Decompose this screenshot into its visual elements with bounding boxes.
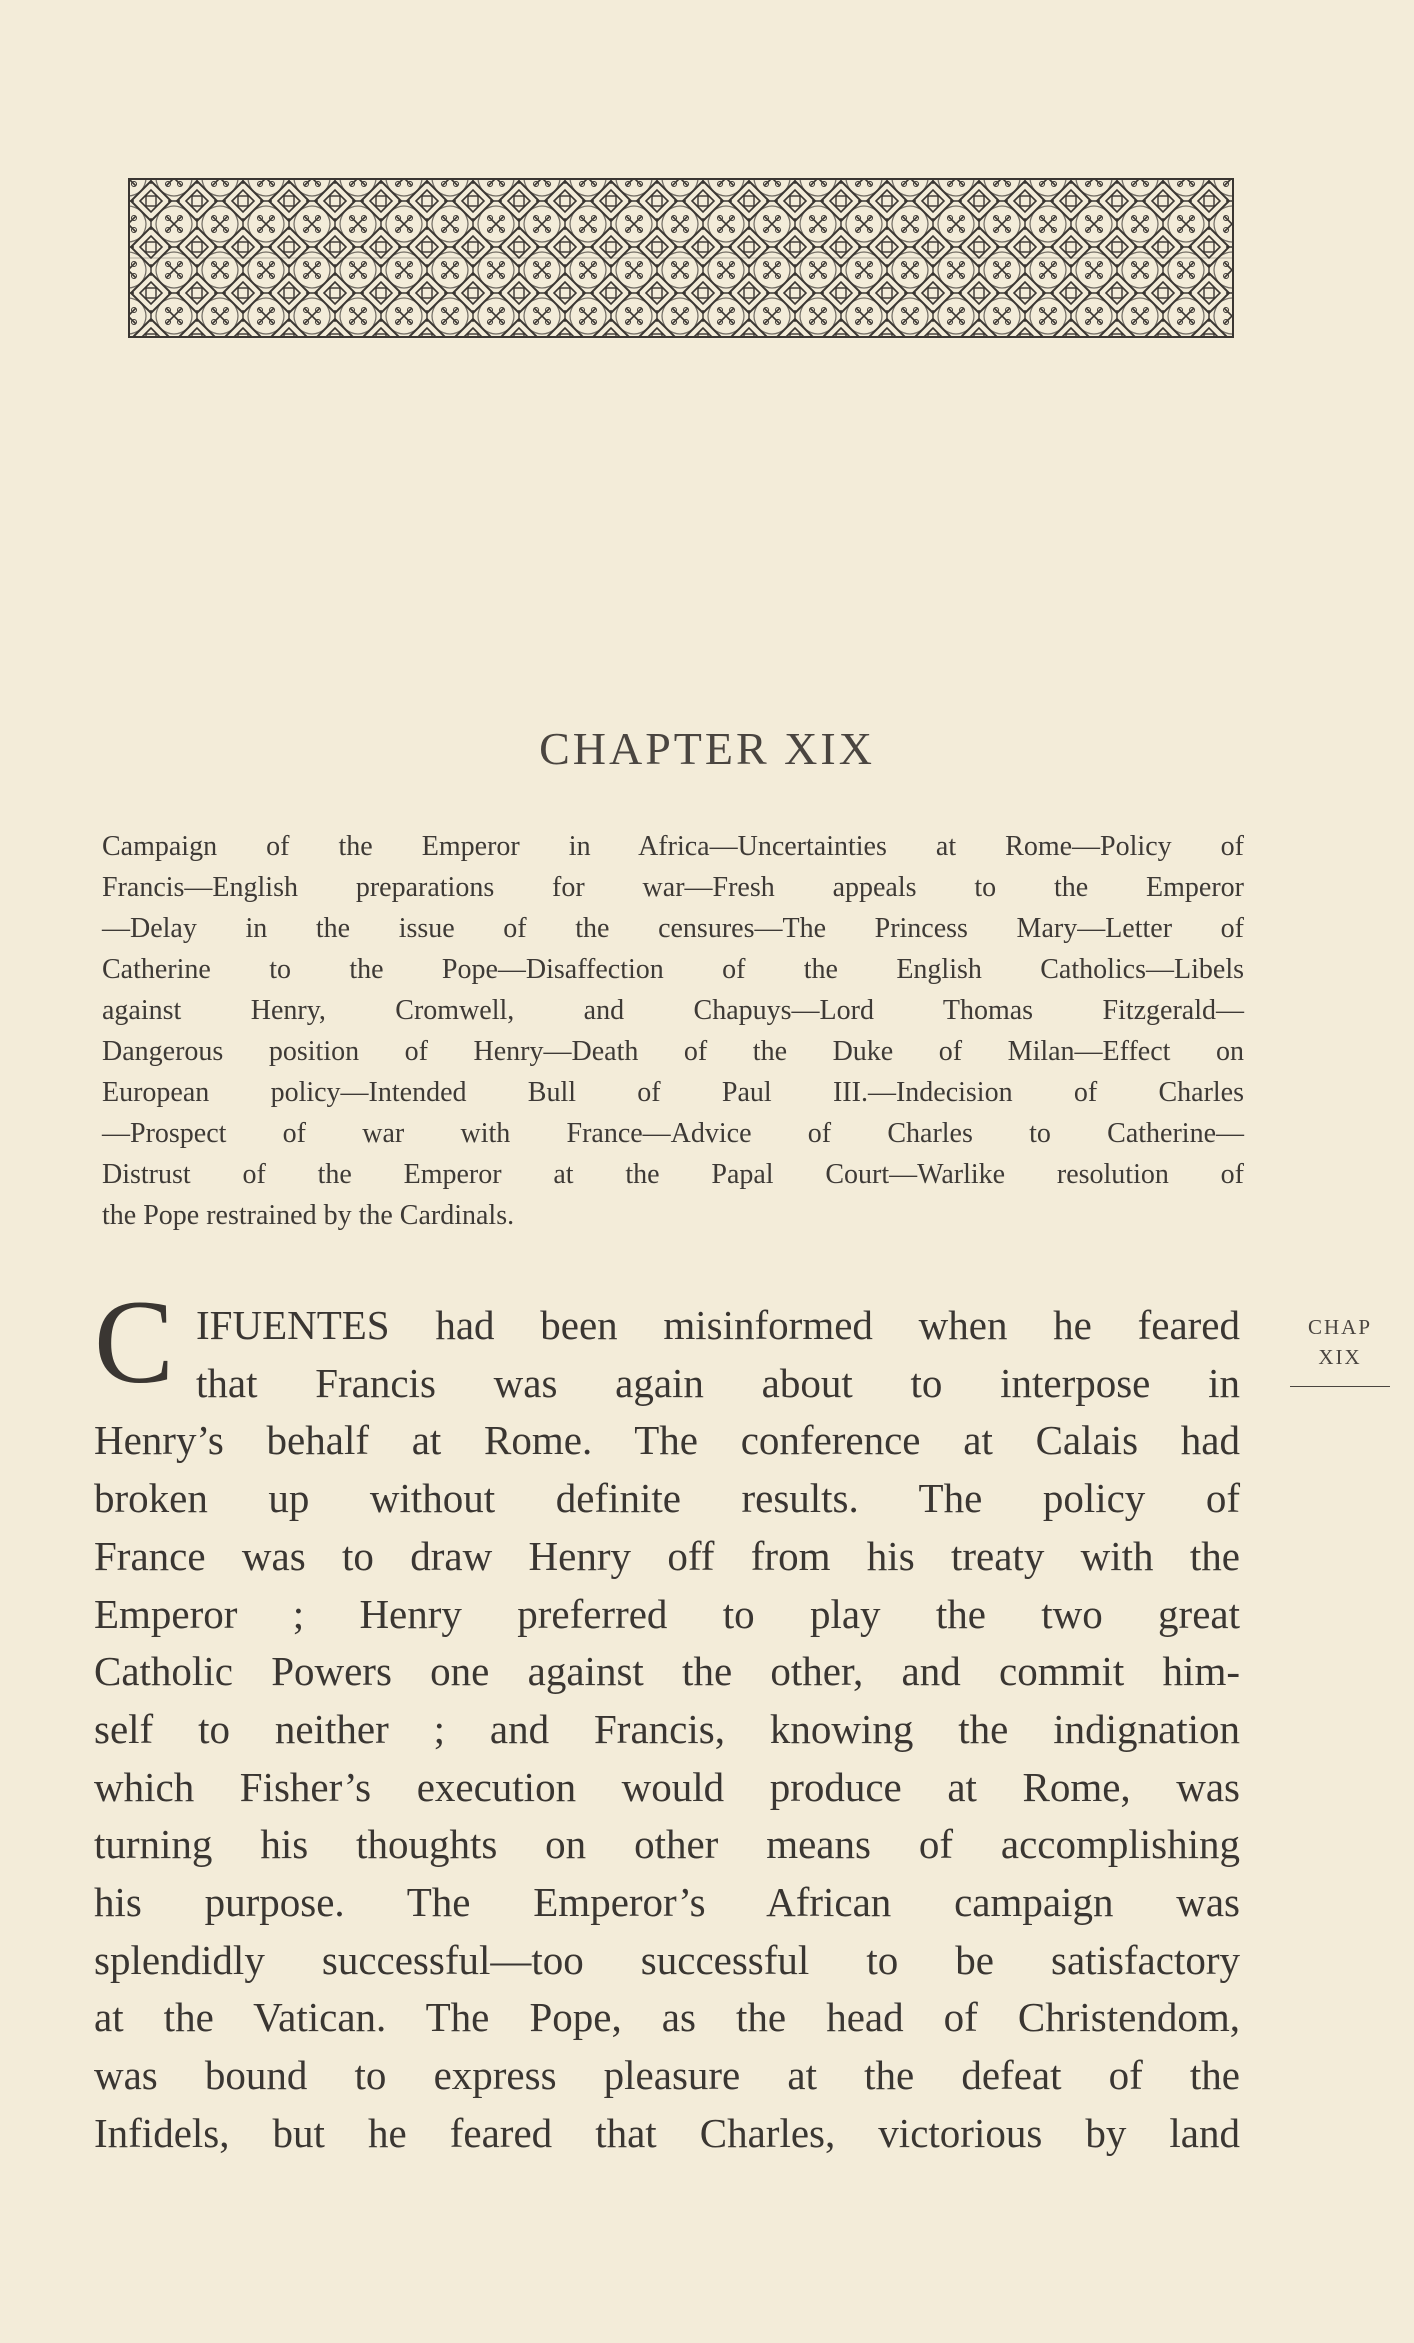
body-line: at the Vatican. The Pope, as the head of Christendom,	[94, 1994, 1240, 2041]
summary-line: Dangerous position of Henry—Death of the Duke of Milan—Effect on	[102, 1036, 1244, 1067]
body-line: was bound to express pleasure at the defeat of the	[94, 2052, 1240, 2099]
body-line: splendidly successful—too successful to be satisfactory	[94, 1936, 1240, 1983]
summary-line: —Delay in the issue of the censures—The Princess Mary—Letter of	[102, 913, 1244, 944]
summary-line: —Prospect of war with France—Advice of Charles to Catherine—	[102, 1118, 1244, 1149]
margin-chap-number: XIX	[1318, 1345, 1362, 1369]
body-line: Catholic Powers one against the other, and commit him-	[94, 1648, 1240, 1695]
body-line: Henry’s behalf at Rome. The conference at Calais had	[94, 1417, 1240, 1464]
body-line: which Fisher’s execution would produce at Rome, was	[94, 1763, 1240, 1810]
body-text	[94, 1412, 1240, 2162]
summary-line: against Henry, Cromwell, and Chapuys—Lord Thomas Fitzgerald—	[102, 995, 1244, 1026]
summary-line: Campaign of the Emperor in Africa—Uncertainties at Rome—Policy of	[102, 831, 1244, 862]
body-line: his purpose. The Emperor’s African campaign was	[94, 1879, 1240, 1926]
margin-chap-label: CHAP	[1307, 1315, 1373, 1339]
chapter-title: CHAPTER XIX	[539, 723, 875, 774]
body-second-line: that Francis was again about to interpose in	[196, 1359, 1240, 1406]
body-line: Emperor ; Henry preferred to play the two great	[94, 1590, 1240, 1637]
chapter-summary	[102, 826, 1244, 1236]
summary-line: the Pope restrained by the Cardinals.	[102, 1200, 515, 1231]
margin-rule	[1290, 1386, 1390, 1387]
body-line: turning his thoughts on other means of accomplishing	[94, 1821, 1240, 1868]
summary-line: Distrust of the Emperor at the Papal Court—Warlike resolution of	[102, 1159, 1244, 1190]
body-first-line: IFUENTES had been misinformed when he feared	[196, 1302, 1240, 1348]
marginal-chapter-note	[1290, 1312, 1390, 1387]
summary-line: Catherine to the Pope—Disaffection of the English Catholics—Libels	[102, 954, 1244, 985]
body-line: broken up without definite results. The policy of	[94, 1475, 1240, 1522]
body-line: self to neither ; and Francis, knowing the indignation	[94, 1705, 1240, 1752]
summary-line: Francis—English preparations for war—Fresh appeals to the Emperor	[102, 872, 1244, 903]
body-line: Infidels, but he feared that Charles, victorious by land	[94, 2109, 1240, 2156]
decorative-header-ornament	[128, 178, 1234, 338]
summary-line: European policy—Intended Bull of Paul III.—Indecision of Charles	[102, 1077, 1244, 1108]
drop-cap: C	[94, 1275, 175, 1408]
body-line: France was to draw Henry off from his treaty with the	[94, 1532, 1240, 1579]
